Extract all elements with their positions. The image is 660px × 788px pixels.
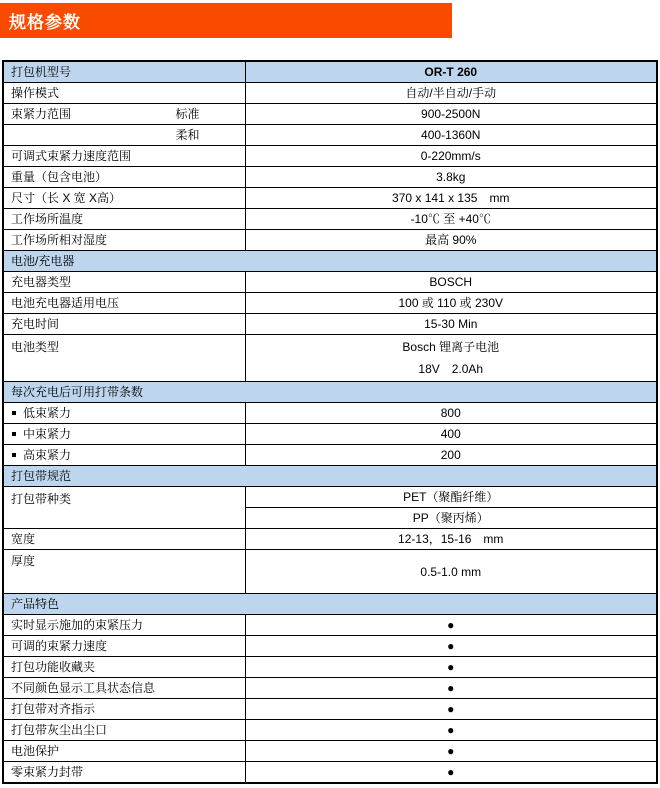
table-row bbox=[3, 762, 657, 784]
spec-label-cell bbox=[3, 762, 245, 784]
page bbox=[0, 3, 660, 784]
spec-label-cell bbox=[3, 293, 245, 314]
spec-label-cell bbox=[3, 61, 245, 83]
spec-value-cell: -10℃ 至 +40℃ bbox=[245, 209, 657, 230]
spec-label-cell bbox=[3, 424, 245, 445]
table-row bbox=[3, 424, 657, 445]
section-header-cell: 电池/充电器 bbox=[3, 251, 657, 272]
spec-label: 操作模式 bbox=[11, 86, 60, 100]
spec-value-cell: 15-30 Min bbox=[245, 314, 657, 335]
feature-dot-cell: ● bbox=[245, 657, 657, 678]
section-header-cell: 产品特色 bbox=[3, 594, 657, 615]
spec-label-cell bbox=[3, 403, 245, 424]
section-row bbox=[3, 382, 657, 403]
table-row bbox=[3, 529, 657, 550]
spec-value-cell: 400 bbox=[245, 424, 657, 445]
spec-value-cell: 200 bbox=[245, 445, 657, 466]
spec-value-cell: 370 x 141 x 135 mm bbox=[245, 188, 657, 209]
spec-value-cell: 0-220mm/s bbox=[245, 146, 657, 167]
spec-value-cell: 自动/半自动/手动 bbox=[245, 83, 657, 104]
table-row bbox=[3, 146, 657, 167]
spec-label-cell bbox=[3, 741, 245, 762]
spec-value-cell: BOSCH bbox=[245, 272, 657, 293]
spec-table-body bbox=[3, 61, 657, 783]
spec-label-cell bbox=[3, 720, 245, 741]
spec-label-cell bbox=[3, 615, 245, 636]
spec-label-cell: 打包带种类 bbox=[3, 487, 245, 529]
table-row bbox=[3, 550, 657, 594]
feature-dot-cell: ● bbox=[245, 615, 657, 636]
feature-dot-cell: ● bbox=[245, 741, 657, 762]
spec-label: 电池充电器适用电压 bbox=[11, 296, 120, 310]
spec-label-cell bbox=[3, 272, 245, 293]
label-with-sublabel bbox=[11, 126, 238, 144]
spec-label: 电池类型 bbox=[11, 340, 60, 354]
table-row bbox=[3, 403, 657, 424]
bullet-marker bbox=[12, 411, 16, 415]
page-title-bar bbox=[0, 3, 452, 38]
table-row bbox=[3, 125, 657, 146]
table-row bbox=[3, 230, 657, 251]
section-header-cell: 每次充电后可用打带条数 bbox=[3, 382, 657, 403]
spec-label: 充电器类型 bbox=[11, 275, 72, 289]
spec-label-cell bbox=[3, 146, 245, 167]
spec-label: 打包带灰尘出尘口 bbox=[11, 723, 108, 737]
spec-value-cell: 800 bbox=[245, 403, 657, 424]
spec-sublabel: 标准 bbox=[175, 107, 200, 121]
table-row bbox=[3, 657, 657, 678]
spec-label-cell bbox=[3, 230, 245, 251]
model-row bbox=[3, 61, 657, 83]
spec-label: 高束紧力 bbox=[23, 448, 72, 462]
spec-label-cell bbox=[3, 335, 245, 382]
spec-label-cell bbox=[3, 445, 245, 466]
table-row bbox=[3, 83, 657, 104]
page-title: 规格参数 bbox=[9, 13, 81, 32]
table-row bbox=[3, 741, 657, 762]
spec-label: 打包机型号 bbox=[11, 65, 72, 79]
feature-dot-cell: ● bbox=[245, 720, 657, 741]
spec-value-line: Bosch 锂离子电池 bbox=[402, 340, 500, 354]
bullet-marker bbox=[12, 432, 16, 436]
spec-label-cell bbox=[3, 188, 245, 209]
section-header-cell: 打包带规范 bbox=[3, 466, 657, 487]
spec-value-cell bbox=[245, 335, 657, 382]
spec-value-cell: 3.8kg bbox=[245, 167, 657, 188]
spec-label-cell bbox=[3, 209, 245, 230]
spec-label: 电池保护 bbox=[11, 744, 60, 758]
spec-label: 打包功能收藏夹 bbox=[11, 660, 96, 674]
spec-label: 尺寸（长 X 宽 X高） bbox=[11, 191, 122, 205]
spec-label-cell bbox=[3, 678, 245, 699]
spec-label: 可调式束紧力速度范围 bbox=[11, 149, 132, 163]
table-row bbox=[3, 699, 657, 720]
spec-value-cell: 400-1360N bbox=[245, 125, 657, 146]
spec-value-cell: 900-2500N bbox=[245, 104, 657, 125]
spec-table bbox=[2, 60, 658, 784]
spec-value-cell: 12-13，15-16 mm bbox=[245, 529, 657, 550]
spec-value-cell: PET（聚酯纤维） bbox=[245, 487, 657, 508]
spec-label-cell bbox=[3, 104, 245, 125]
section-row bbox=[3, 251, 657, 272]
spec-label: 零束紧力封带 bbox=[11, 765, 84, 779]
spec-label: 可调的束紧力速度 bbox=[11, 639, 108, 653]
spec-label: 束紧力范围 bbox=[11, 107, 72, 121]
bullet-marker bbox=[12, 453, 16, 457]
spec-value-cell: 100 或 110 或 230V bbox=[245, 293, 657, 314]
table-row bbox=[3, 209, 657, 230]
spec-value-cell: 最高 90% bbox=[245, 230, 657, 251]
spec-label-cell bbox=[3, 314, 245, 335]
spec-value-cell: OR-T 260 bbox=[245, 61, 657, 83]
table-row bbox=[3, 335, 657, 382]
spec-label: 工作场所相对湿度 bbox=[11, 233, 108, 247]
table-row bbox=[3, 678, 657, 699]
spec-label-cell bbox=[3, 699, 245, 720]
feature-dot-cell: ● bbox=[245, 678, 657, 699]
spec-label: 不同颜色显示工具状态信息 bbox=[11, 681, 156, 695]
spec-value-line: 18V 2.0Ah bbox=[418, 362, 484, 376]
spec-value-cell: 0.5-1.0 mm bbox=[245, 550, 657, 594]
spec-label-cell bbox=[3, 83, 245, 104]
spec-label-cell bbox=[3, 167, 245, 188]
table-row bbox=[3, 487, 657, 508]
spec-label-cell bbox=[3, 529, 245, 550]
spec-label: 低束紧力 bbox=[23, 406, 72, 420]
feature-dot-cell: ● bbox=[245, 636, 657, 657]
spec-label: 打包带对齐指示 bbox=[11, 702, 96, 716]
spec-label: 宽度 bbox=[11, 532, 36, 546]
table-row bbox=[3, 445, 657, 466]
spec-label-cell bbox=[3, 657, 245, 678]
section-row bbox=[3, 466, 657, 487]
table-row bbox=[3, 615, 657, 636]
spec-sublabel: 柔和 bbox=[175, 128, 200, 142]
table-row bbox=[3, 272, 657, 293]
spec-label-cell bbox=[3, 550, 245, 594]
feature-dot-cell: ● bbox=[245, 699, 657, 720]
spec-label: 充电时间 bbox=[11, 317, 60, 331]
section-row bbox=[3, 594, 657, 615]
table-row bbox=[3, 636, 657, 657]
spec-label: 厚度 bbox=[11, 554, 36, 568]
table-row bbox=[3, 720, 657, 741]
spec-value-cell: PP（聚丙烯） bbox=[245, 508, 657, 529]
table-row bbox=[3, 104, 657, 125]
table-row bbox=[3, 293, 657, 314]
label-with-sublabel bbox=[11, 105, 238, 123]
spec-label: 中束紧力 bbox=[23, 427, 72, 441]
spec-label: 重量（包含电池） bbox=[11, 170, 108, 184]
spec-label: 工作场所温度 bbox=[11, 212, 84, 226]
spec-label-cell bbox=[3, 636, 245, 657]
table-row bbox=[3, 188, 657, 209]
table-row bbox=[3, 167, 657, 188]
table-row bbox=[3, 314, 657, 335]
feature-dot-cell: ● bbox=[245, 762, 657, 784]
spec-label: 实时显示施加的束紧压力 bbox=[11, 618, 144, 632]
spec-label-cell bbox=[3, 125, 245, 146]
